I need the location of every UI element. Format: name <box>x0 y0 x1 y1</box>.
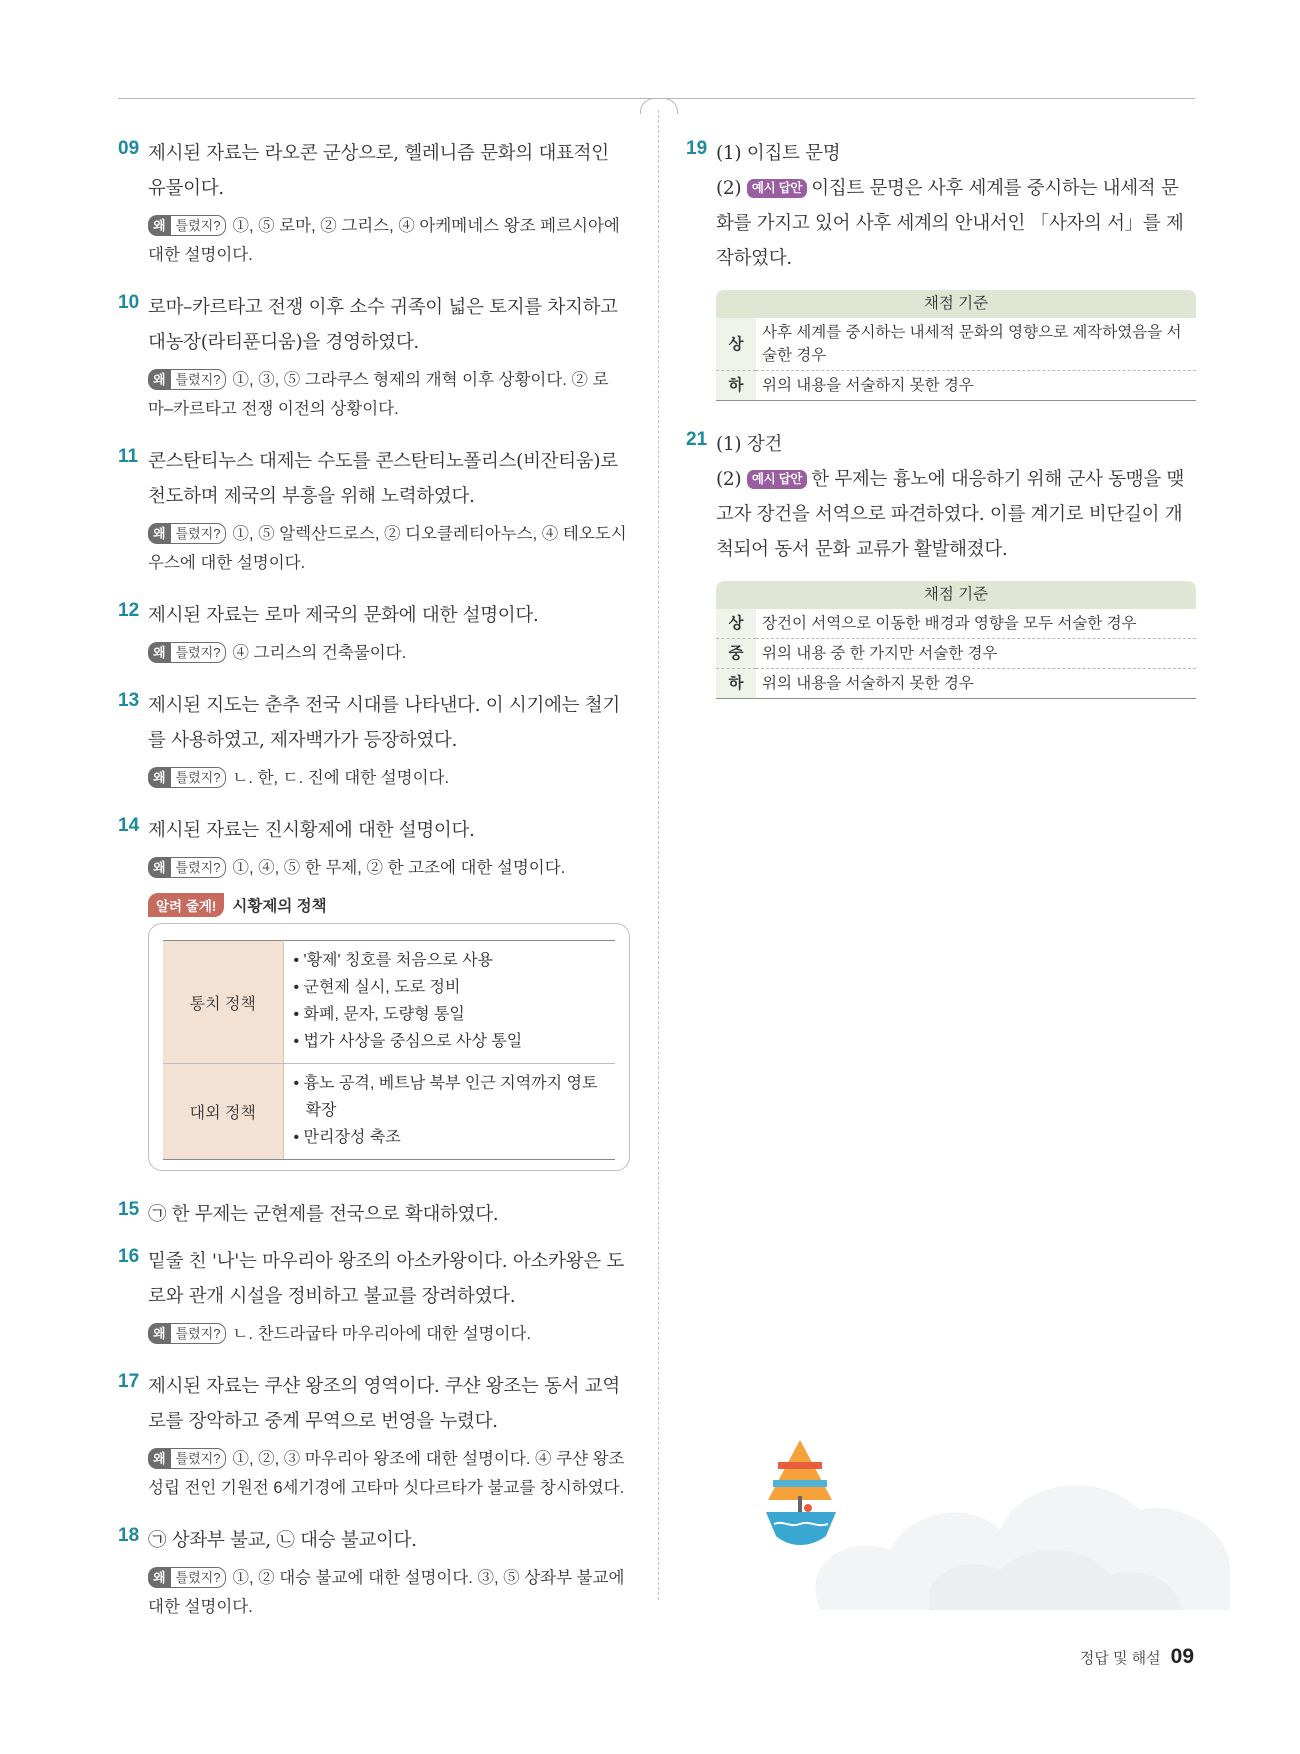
top-rule-right <box>665 98 1195 99</box>
part-prefix: (2) <box>716 469 742 490</box>
answer-text: 제시된 자료는 라오콘 군상으로, 헬레니즘 문화의 대표적인 유물이다. <box>148 143 609 199</box>
answer-text: 제시된 지도는 춘추 전국 시대를 나타낸다. 이 시기에는 철기를 사용하였고, 제자백가가 등장하였다. <box>148 695 620 751</box>
answer-12 <box>118 598 630 668</box>
answer-10 <box>118 290 630 424</box>
answer-15 <box>118 1197 630 1232</box>
table-row <box>716 318 1196 371</box>
table-row <box>163 1064 615 1160</box>
page-footer <box>1080 1645 1194 1669</box>
answer-text: 제시된 자료는 진시황제에 대한 설명이다. <box>148 820 475 841</box>
answer-text: 제시된 자료는 쿠샨 왕조의 영역이다. 쿠샨 왕조는 동서 교역로를 장악하고 중계 무역으로 번영을 누렸다. <box>148 1376 620 1432</box>
answer-part-2 <box>716 171 1196 276</box>
why-wrong-badge: 왜 틀렸지? <box>148 642 226 663</box>
criteria-level: 상 <box>716 609 756 639</box>
criteria-header: 채점 기준 <box>716 581 1196 609</box>
answer-text: 한 무제는 흉노에 대응하기 위해 군사 동맹을 맺고자 장건을 서역으로 파견하였다. 이를 계기로 비단길이 개척되어 동서 문화 교류가 활발해졌다. <box>716 469 1185 560</box>
answer-part-2 <box>716 462 1196 567</box>
answer-21 <box>686 427 1196 567</box>
column-divider-cap <box>640 98 678 114</box>
answer-part-1: (1) 장건 <box>716 434 783 455</box>
question-number: 09 <box>118 138 140 159</box>
question-number: 21 <box>686 429 708 450</box>
answer-11 <box>118 444 630 578</box>
criteria-level: 하 <box>716 669 756 699</box>
question-number: 11 <box>118 446 139 467</box>
criteria-header: 채점 기준 <box>716 290 1196 318</box>
column-divider <box>658 110 659 1600</box>
grading-criteria-19 <box>716 290 1196 401</box>
why-wrong-badge: 왜 틀렸지? <box>148 215 226 236</box>
table-row <box>716 609 1196 639</box>
table-row <box>716 639 1196 669</box>
why-wrong-badge: 왜 틀렸지? <box>148 767 226 788</box>
answer-text: 밑줄 친 '나'는 마우리아 왕조의 아소카왕이다. 아소카왕은 도로와 관개 시설을 정비하고 불교를 장려하였다. <box>148 1251 624 1307</box>
wrong-explanation <box>148 1320 630 1349</box>
list-item: '황제' 칭호를 처음으로 사용 <box>303 952 494 969</box>
wrong-explanation <box>148 212 630 270</box>
why-wrong-badge: 왜 틀렸지? <box>148 369 226 390</box>
answer-09 <box>118 136 630 270</box>
answer-text: 이집트 문명은 사후 세계를 중시하는 내세적 문화를 가지고 있어 사후 세계의 안내서인 「사자의 서」를 제작하였다. <box>716 178 1184 269</box>
criteria-text: 위의 내용을 서술하지 못한 경우 <box>756 669 1196 699</box>
part-prefix: (2) <box>716 178 742 199</box>
row-items: • '황제' 칭호를 처음으로 사용 • 군현제 실시, 도로 정비 • 화폐, 문자, 도량형 통일 • 법가 사상을 중심으로 사상 통일 <box>283 941 615 1064</box>
list-item: 화폐, 문자, 도량형 통일 <box>303 1006 465 1023</box>
answer-17 <box>118 1369 630 1503</box>
wrong-explanation <box>148 854 630 883</box>
answer-text: 콘스탄티누스 대제는 수도를 콘스탄티노폴리스(비잔티움)로 천도하며 제국의 부흥을 위해 노력하였다. <box>148 451 618 507</box>
wrong-explanation-text: ①, ③, ⑤ 그라쿠스 형제의 개혁 이후 상황이다. ② 로마–카르타고 전쟁 이전의 상황이다. <box>148 371 609 418</box>
answer-text: ㉠ 상좌부 불교, ㉡ 대승 불교이다. <box>148 1530 417 1551</box>
wrong-explanation <box>148 639 630 668</box>
answer-19 <box>686 136 1196 276</box>
page-number: 09 <box>1170 1645 1194 1668</box>
example-answer-badge: 예시 답안 <box>747 470 807 489</box>
wrong-explanation <box>148 520 630 578</box>
question-number: 14 <box>118 815 140 836</box>
answer-text: ㉠ 한 무제는 군현제를 전국으로 확대하였다. <box>148 1204 499 1225</box>
criteria-text: 위의 내용 중 한 가지만 서술한 경우 <box>756 639 1196 669</box>
wrong-explanation-text: ㄴ. 한, ㄷ. 진에 대한 설명이다. <box>232 769 450 787</box>
why-wrong-badge: 왜 틀렸지? <box>148 857 226 878</box>
wrong-explanation-text: ④ 그리스의 건축물이다. <box>232 644 407 662</box>
answer-16 <box>118 1244 630 1349</box>
criteria-level: 하 <box>716 371 756 401</box>
left-column <box>118 136 630 1642</box>
row-label: 대외 정책 <box>163 1064 283 1160</box>
criteria-text: 위의 내용을 서술하지 못한 경우 <box>756 371 1196 401</box>
list-item: 만리장성 축조 <box>303 1129 401 1146</box>
wrong-explanation <box>148 764 630 793</box>
wrong-explanation <box>148 1445 630 1503</box>
info-title: 시황제의 정책 <box>232 898 327 915</box>
info-box-header <box>148 893 630 917</box>
info-tag: 알려 줄게! <box>148 893 224 917</box>
criteria-level: 중 <box>716 639 756 669</box>
list-item: 군현제 실시, 도로 정비 <box>303 979 461 996</box>
table-row <box>163 941 615 1064</box>
row-items: • 흉노 공격, 베트남 북부 인근 지역까지 영토 확장 • 만리장성 축조 <box>283 1064 615 1160</box>
answer-18 <box>118 1523 630 1622</box>
question-number: 16 <box>118 1246 140 1267</box>
why-wrong-badge: 왜 틀렸지? <box>148 1567 226 1588</box>
answer-text: 로마–카르타고 전쟁 이후 소수 귀족이 넓은 토지를 차지하고 대농장(라티푼디움)을 경영하였다. <box>148 297 618 353</box>
answer-part-1: (1) 이집트 문명 <box>716 143 841 164</box>
policy-table-box <box>148 923 630 1171</box>
question-number: 12 <box>118 600 140 621</box>
criteria-table <box>716 609 1196 699</box>
wrong-explanation-text: ①, ④, ⑤ 한 무제, ② 한 고조에 대한 설명이다. <box>232 859 566 877</box>
question-number: 19 <box>686 138 708 159</box>
wrong-explanation-text: ①, ⑤ 로마, ② 그리스, ④ 아케메네스 왕조 페르시아에 대한 설명이다. <box>148 217 620 264</box>
wrong-explanation-text: ①, ②, ③ 마우리아 왕조에 대한 설명이다. ④ 쿠샨 왕조 성립 전인 기원전 6세기경에 고타마 싯다르타가 불교를 창시하였다. <box>148 1450 625 1497</box>
wrong-explanation-text: ㄴ. 찬드라굽타 마우리아에 대한 설명이다. <box>232 1325 531 1343</box>
answer-14 <box>118 813 630 883</box>
wrong-explanation-text: ①, ⑤ 알렉산드로스, ② 디오클레티아누스, ④ 테오도시우스에 대한 설명이다. <box>148 525 627 572</box>
question-number: 17 <box>118 1371 140 1392</box>
table-row <box>716 371 1196 401</box>
policy-table <box>163 940 615 1160</box>
question-number: 18 <box>118 1525 140 1546</box>
why-wrong-badge: 왜 틀렸지? <box>148 1448 226 1469</box>
why-wrong-badge: 왜 틀렸지? <box>148 1323 226 1344</box>
wrong-explanation <box>148 366 630 424</box>
list-item: 법가 사상을 중심으로 사상 통일 <box>303 1033 523 1050</box>
why-wrong-badge: 왜 틀렸지? <box>148 523 226 544</box>
top-rule-left <box>118 98 654 99</box>
wrong-explanation-text: ①, ② 대승 불교에 대한 설명이다. ③, ⑤ 상좌부 불교에 대한 설명이다. <box>148 1569 625 1616</box>
row-label: 통치 정책 <box>163 941 283 1064</box>
sailboat-icon <box>760 1440 1230 1610</box>
question-number: 15 <box>118 1199 140 1220</box>
criteria-text: 장건이 서역으로 이동한 배경과 영향을 모두 서술한 경우 <box>756 609 1196 639</box>
footer-label: 정답 및 해설 <box>1079 1650 1161 1667</box>
answer-13 <box>118 688 630 793</box>
wrong-explanation <box>148 1564 630 1622</box>
question-number: 13 <box>118 690 140 711</box>
criteria-table <box>716 318 1196 401</box>
grading-criteria-21 <box>716 581 1196 699</box>
criteria-text: 사후 세계를 중시하는 내세적 문화의 영향으로 제작하였음을 서술한 경우 <box>756 318 1196 371</box>
criteria-level: 상 <box>716 318 756 371</box>
right-column <box>686 136 1196 715</box>
table-row <box>716 669 1196 699</box>
example-answer-badge: 예시 답안 <box>747 179 807 198</box>
answer-text: 제시된 자료는 로마 제국의 문화에 대한 설명이다. <box>148 605 539 626</box>
question-number: 10 <box>118 292 140 313</box>
list-item: 흉노 공격, 베트남 북부 인근 지역까지 영토 확장 <box>303 1075 598 1119</box>
